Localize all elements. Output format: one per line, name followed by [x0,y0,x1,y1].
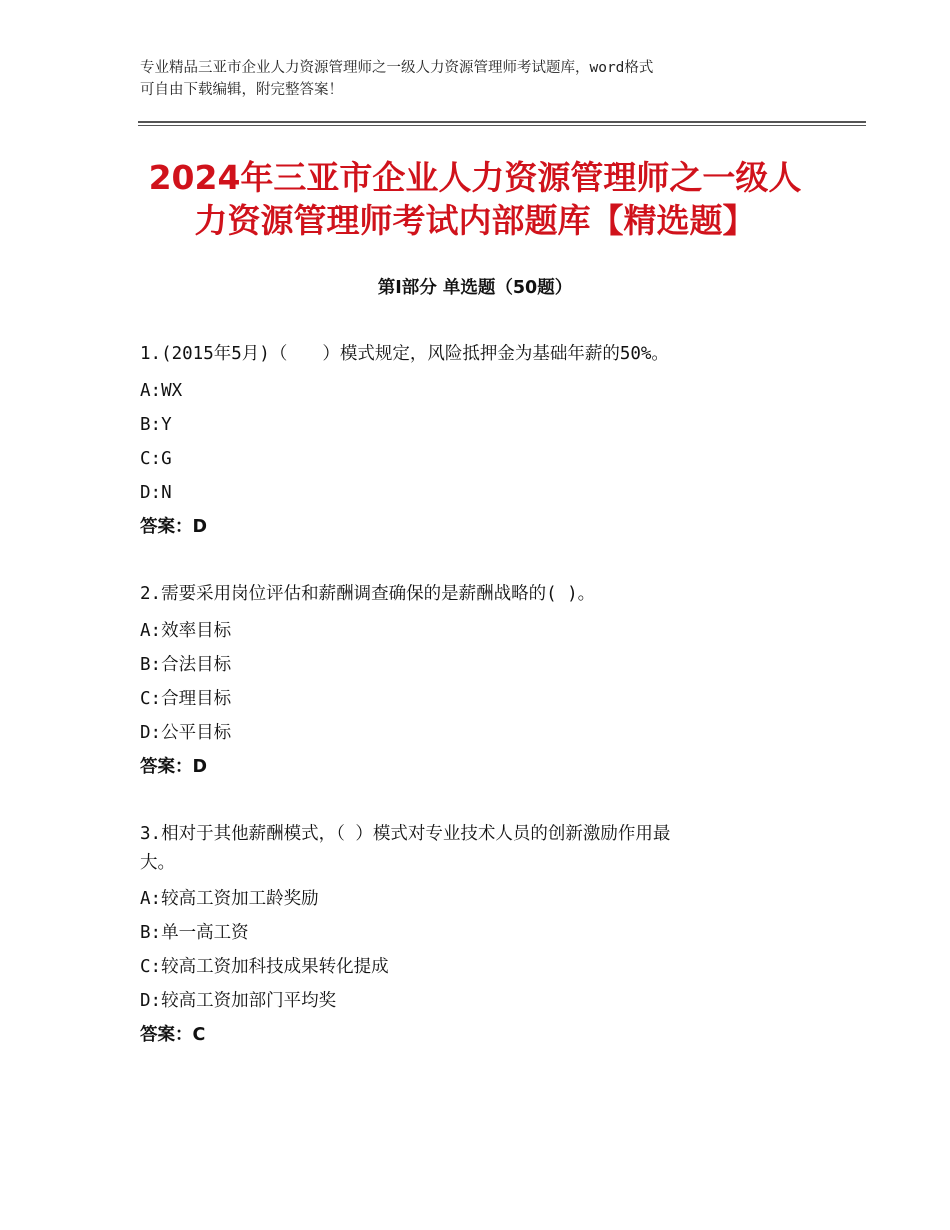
option-a: A:效率目标 [140,621,232,641]
option-c: C:合理目标 [140,689,232,709]
header-note-line-2: 可自由下载编辑，附完整答案！ [140,82,343,98]
header-note [140,57,820,101]
question-stem: 2.需要采用岗位评估和薪酬调查确保的是薪酬战略的( )。 [140,584,596,604]
option-d: D:较高工资加部门平均奖 [140,991,337,1011]
document-title [130,156,820,242]
question-stem: 1.(2015年5月)（ ）模式规定，风险抵押金为基础年薪的50%。 [140,344,669,364]
option-a: A:较高工资加工龄奖励 [140,889,319,909]
question-1 [140,340,820,544]
document-title-line-1: 2024年三亚市企业人力资源管理师之一级人 [148,158,802,197]
option-a: A:WX [140,381,183,401]
document-title-line-2: 力资源管理师考试内部题库【精选题】 [194,201,756,240]
question-stem-line-1: 3.相对于其他薪酬模式，（ ）模式对专业技术人员的创新激励作用最 [140,824,671,844]
question-stem-line-2: 大。 [140,853,175,873]
option-b: B:Y [140,415,172,435]
header-divider-thick [138,121,866,123]
answer: 答案：D [140,517,208,537]
option-b: B:合法目标 [140,655,232,675]
answer: 答案：C [140,1025,206,1045]
option-c: C:G [140,449,172,469]
option-d: D:N [140,483,172,503]
header-note-line-1: 专业精品三亚市企业人力资源管理师之一级人力资源管理师考试题库，word格式 [140,60,654,76]
header-divider [138,121,866,126]
question-3 [140,820,820,1052]
header-divider-thin [138,125,866,126]
option-c: C:较高工资加科技成果转化提成 [140,957,389,977]
option-b: B:单一高工资 [140,923,249,943]
question-stem [140,820,820,882]
answer: 答案：D [140,757,208,777]
option-d: D:公平目标 [140,723,232,743]
question-2 [140,580,820,784]
section-heading: 第Ⅰ部分 单选题（50题） [377,278,573,298]
